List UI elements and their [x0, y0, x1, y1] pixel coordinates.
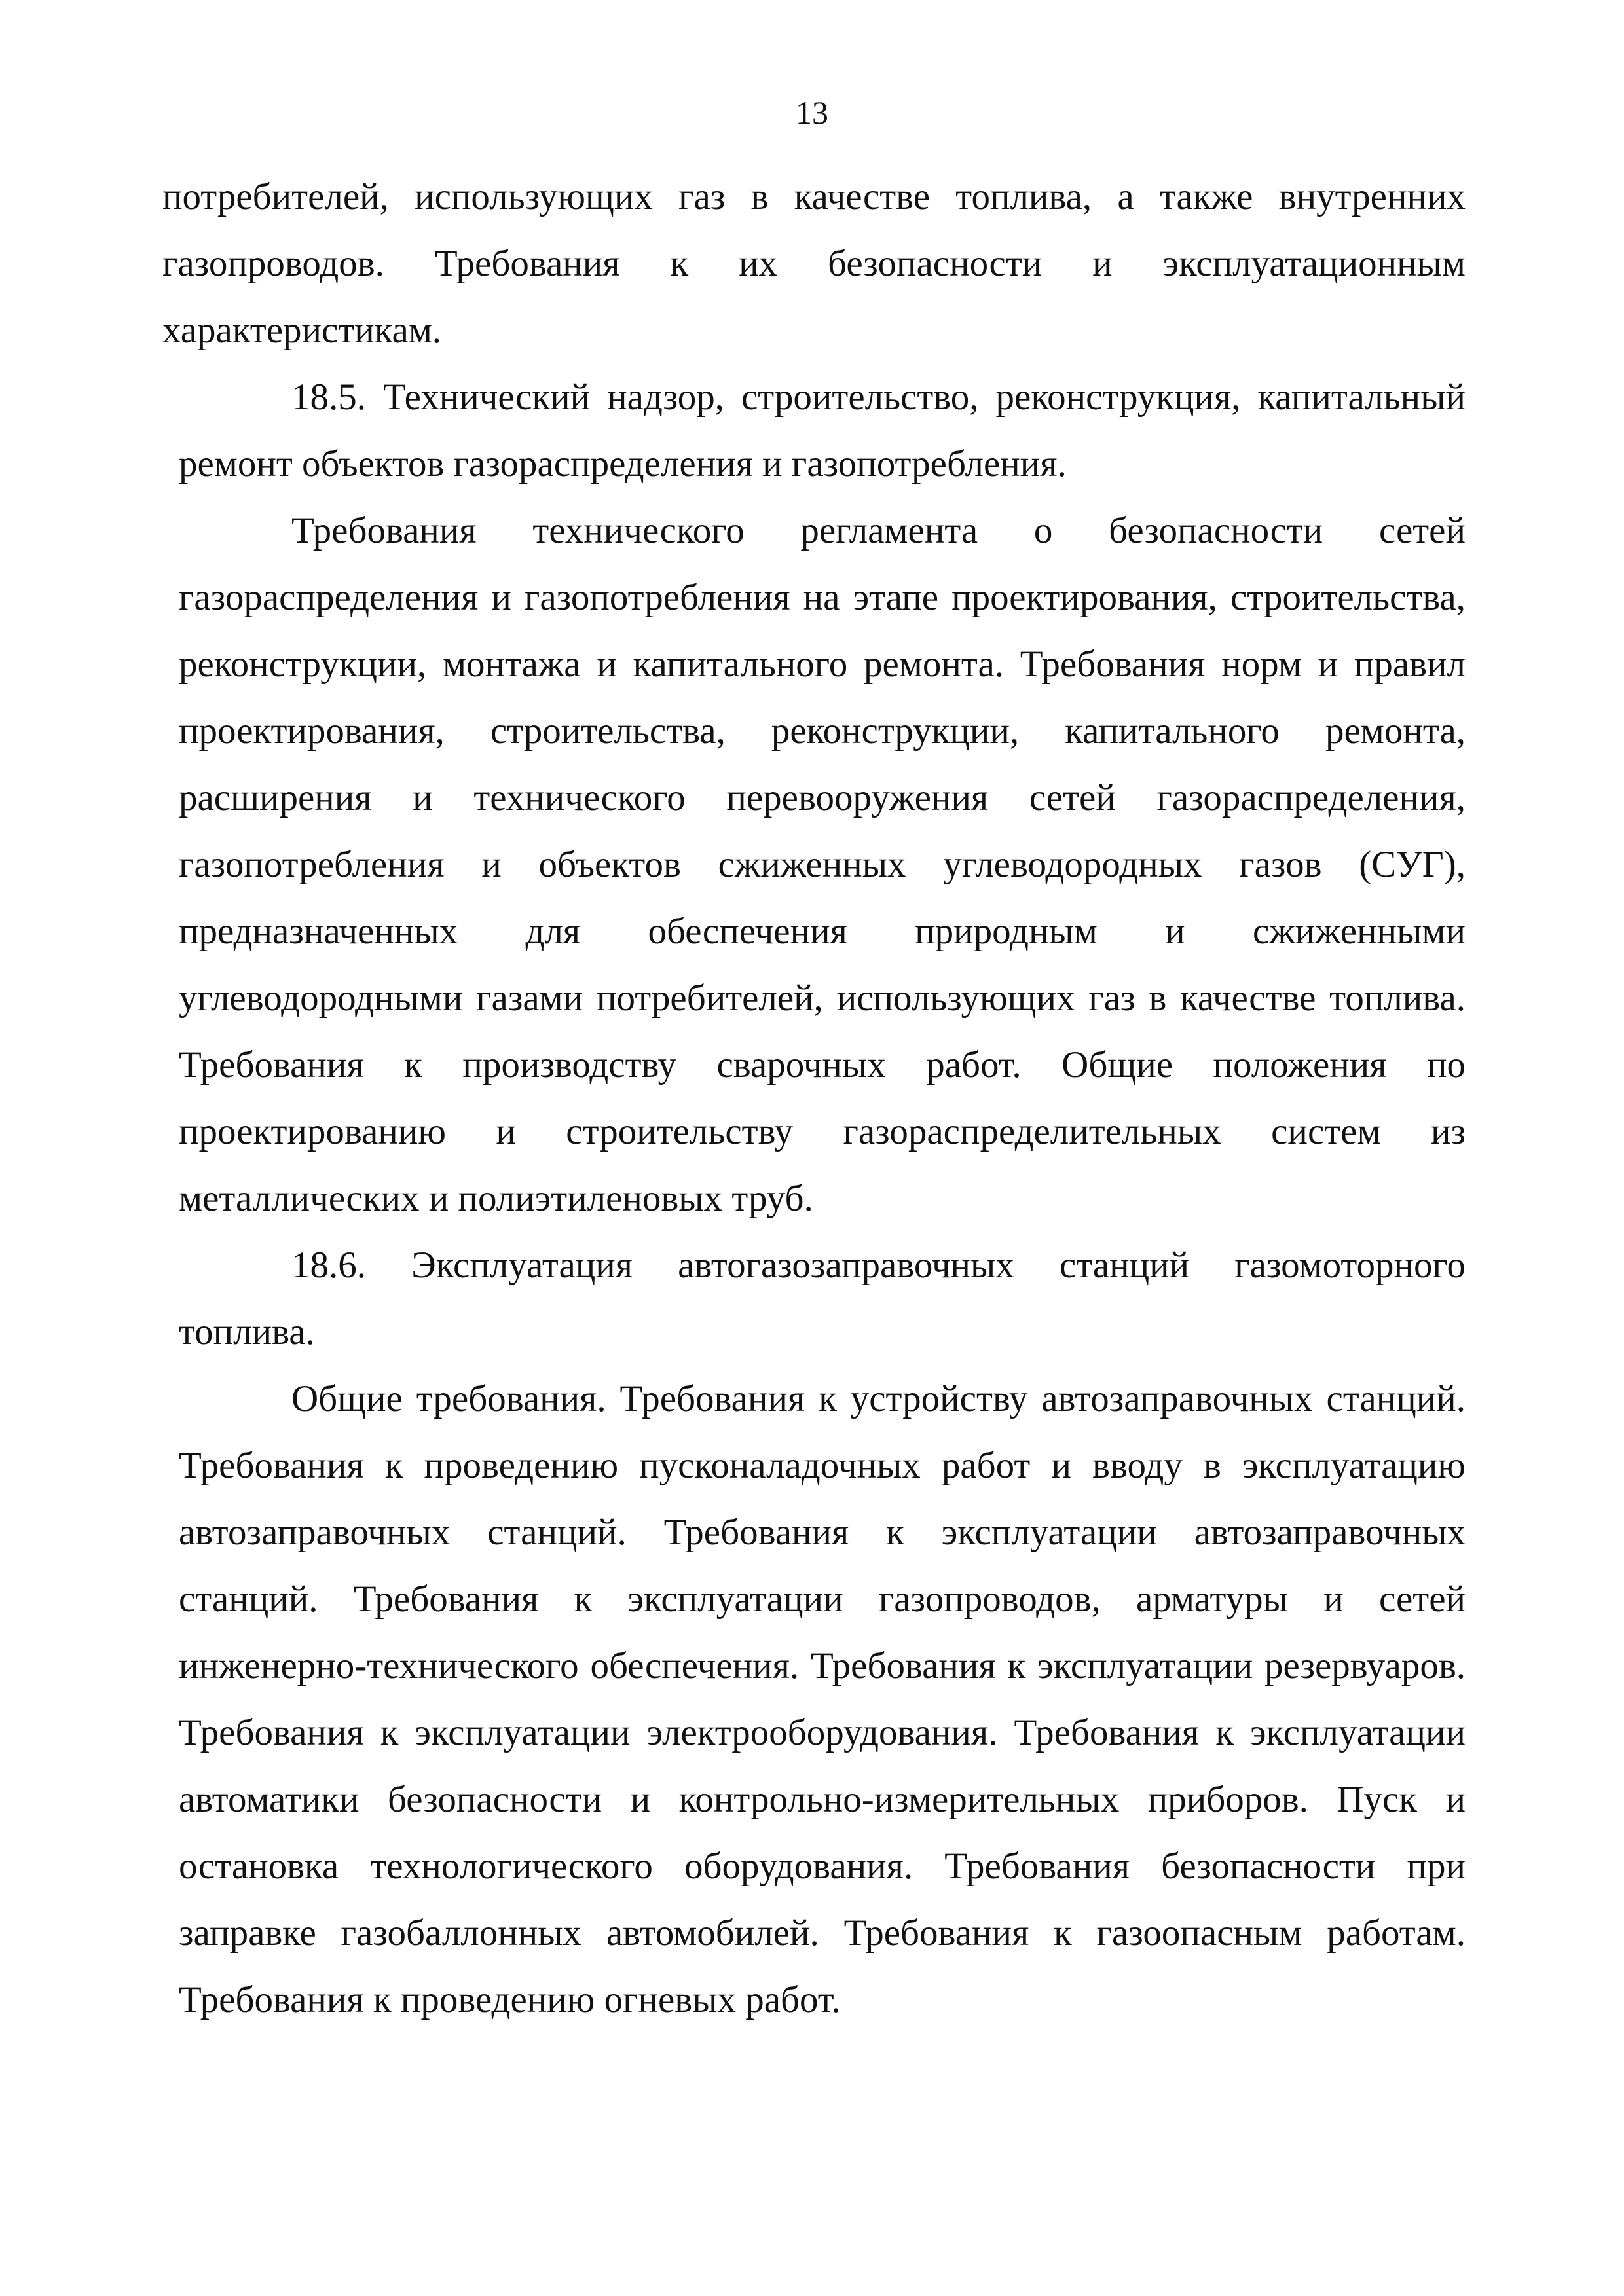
document-body — [162, 164, 1466, 2033]
page-number: 13 — [796, 94, 828, 131]
section-heading-18-6: 18.6. Эксплуатация автогазозаправочных станций газомоторного топлива. — [179, 1245, 1466, 1353]
paragraph-continuation: потребителей, использующих газ в качестве топлива, а также внутренних газопроводов. Требования к их безопасности и эксплуатационным характеристикам. — [162, 176, 1466, 351]
paragraph-18-5-content: Требования технического регламента о безопасности сетей газораспределения и газопотребления на этапе проектирования, строительства, реконструкции, монтажа и капитального ремонта. Требования норм и правил проектирования, строительства, реконструкции, капитального ремонта, расширения и технического перевооружения сетей газораспределения, газопотребления и объектов сжиженных углеводородных газов (СУГ), предназначенных для обеспечения природным и сжиженными углеводородными газами потребителей, использующих газ в качестве топлива. Требования к производству сварочных работ. Общие положения по проектированию и строительству газораспределительных систем из металлических и полиэтиленовых труб. — [179, 510, 1466, 1219]
paragraph-18-6-content: Общие требования. Требования к устройству автозаправочных станций. Требования к проведению пусконаладочных работ и вводу в эксплуатацию автозаправочных станций. Требования к эксплуатации автозаправочных станций. Требования к эксплуатации газопроводов, арматуры и сетей инженерно-технического обеспечения. Требования к эксплуатации резервуаров. Требования к эксплуатации электрооборудования. Требования к эксплуатации автоматики безопасности и контрольно-измерительных приборов. Пуск и остановка технологического оборудования. Требования безопасности при заправке газобаллонных автомобилей. Требования к газоопасным работам. Требования к проведению огневых работ. — [179, 1378, 1466, 2020]
section-heading-18-5: 18.5. Технический надзор, строительство, реконструкция, капитальный ремонт объектов газораспределения и газопотребления. — [179, 376, 1466, 484]
